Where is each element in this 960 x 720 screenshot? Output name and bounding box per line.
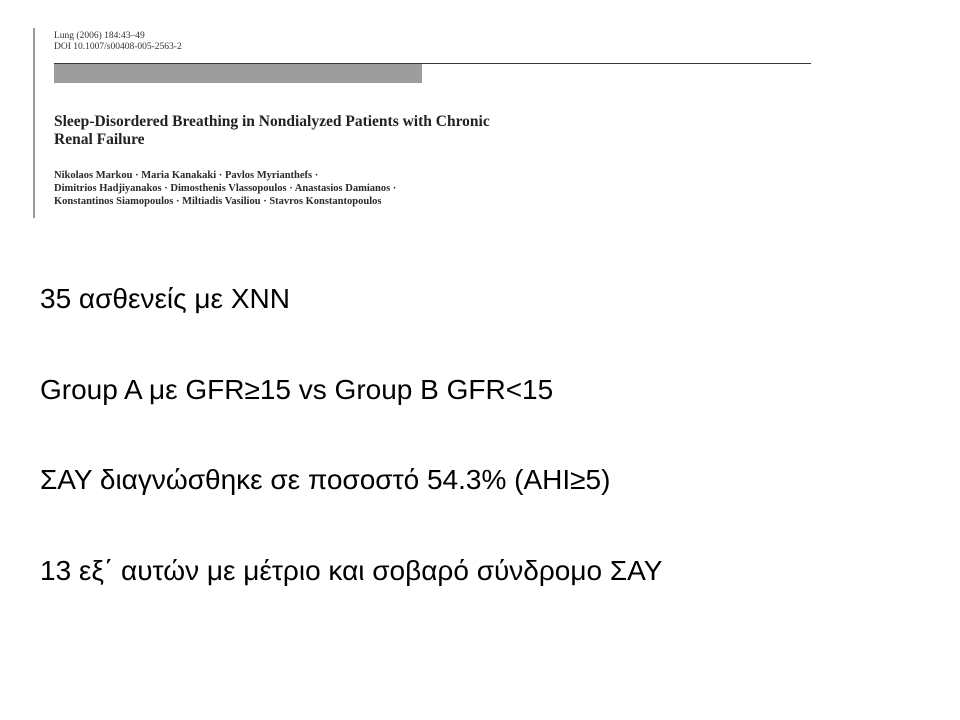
bullet-diagnosis-rate: ΣΑΥ διαγνώσθηκε σε ποσοστό 54.3% (AHI≥5) — [40, 464, 611, 495]
citation-doi-line: DOI 10.1007/s00408-005-2563-2 — [54, 42, 182, 52]
journal-citation — [54, 31, 182, 53]
article-title-line-1: Sleep-Disordered Breathing in Nondialyzed Patients with Chronic — [54, 113, 490, 130]
slide-bullet-list — [40, 283, 940, 645]
article-header-clipping — [33, 26, 823, 220]
bullet-severity: 13 εξ΄ αυτών με μέτριο και σοβαρό σύνδρομο ΣΑΥ — [40, 554, 663, 586]
citation-journal-line: Lung (2006) 184:43–49 — [54, 31, 145, 41]
author-line-1: Nikolaos Markou · Maria Kanakaki · Pavlos Myrianthefs · — [54, 170, 319, 181]
author-list — [54, 169, 794, 208]
bullet-patient-count: 35 ασθενείς με ΧΝΝ — [40, 283, 290, 314]
article-title — [54, 113, 794, 149]
article-title-line-2: Renal Failure — [54, 131, 145, 148]
author-line-3: Konstantinos Siamopoulos · Miltiadis Vasiliou · Stavros Konstantopoulos — [54, 196, 382, 207]
clipping-left-edge — [33, 28, 35, 218]
header-grey-bar — [54, 64, 422, 83]
bullet-groups: Group A με GFR≥15 vs Group B GFR<15 — [40, 373, 554, 405]
author-line-2: Dimitrios Hadjiyanakos · Dimosthenis Vlassopoulos · Anastasios Damianos · — [54, 183, 397, 194]
